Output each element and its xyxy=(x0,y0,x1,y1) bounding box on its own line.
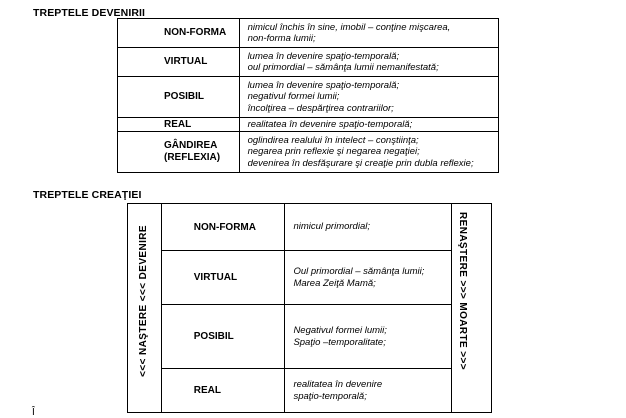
description-cell: Negativul formei lumii; Spaţio –temporalitate; xyxy=(285,305,452,369)
term-cell: NON-FORMA xyxy=(118,19,240,48)
term-cell: GÂNDIREA (REFLEXIA) xyxy=(118,132,240,173)
trailing-character: Î xyxy=(32,407,35,418)
table-row xyxy=(118,118,499,132)
table-row xyxy=(128,204,492,251)
term-cell: NON-FORMA xyxy=(161,204,285,251)
term-cell: POSIBIL xyxy=(118,77,240,118)
description-cell: nimicul primordial; xyxy=(285,204,452,251)
description-cell: realitatea în devenire spaţio-temporală; xyxy=(285,369,452,413)
term-cell: REAL xyxy=(118,118,240,132)
section1-heading: TREPTELE DEVENIRII xyxy=(33,7,146,19)
creation-table xyxy=(127,203,492,413)
table-row xyxy=(118,19,499,48)
term-cell: VIRTUAL xyxy=(161,251,285,305)
term-cell: POSIBIL xyxy=(161,305,285,369)
description-cell: oglindirea realului în intelect – conştiinţa; negarea prin reflexie şi negarea negaţiei; devenirea în desfăşurare şi creaţie prin dubla reflexie; xyxy=(239,132,498,173)
description-cell: Oul primordial – sămânţa lumii; Marea Zeiţă Mamă; xyxy=(285,251,452,305)
table-row xyxy=(128,305,492,369)
table-row xyxy=(118,132,499,173)
table-row xyxy=(128,369,492,413)
term-cell: VIRTUAL xyxy=(118,48,240,77)
table-row xyxy=(118,77,499,118)
table-row xyxy=(118,48,499,77)
right-vertical-label: RENAŞTERE >>> MOARTE >>> xyxy=(457,212,468,370)
description-cell: nimicul închis în sine, imobil – conţine mişcarea, non-forma lumii; xyxy=(239,19,498,48)
description-cell: lumea în devenire spaţio-temporală; negativul formei lumii; încolţirea – despărţirea contrariilor; xyxy=(239,77,498,118)
term-cell: REAL xyxy=(161,369,285,413)
description-cell: lumea în devenire spaţio-temporală; oul primordial – sămânţa lumii nemanifestată; xyxy=(239,48,498,77)
becoming-table xyxy=(117,18,499,173)
left-vertical-label: <<< NAŞTERE <<< DEVENIRE xyxy=(138,225,149,377)
table-row xyxy=(128,251,492,305)
section2-heading: TREPTELE CREAŢIEI xyxy=(33,189,142,201)
description-cell: realitatea în devenire spaţio-temporală; xyxy=(239,118,498,132)
